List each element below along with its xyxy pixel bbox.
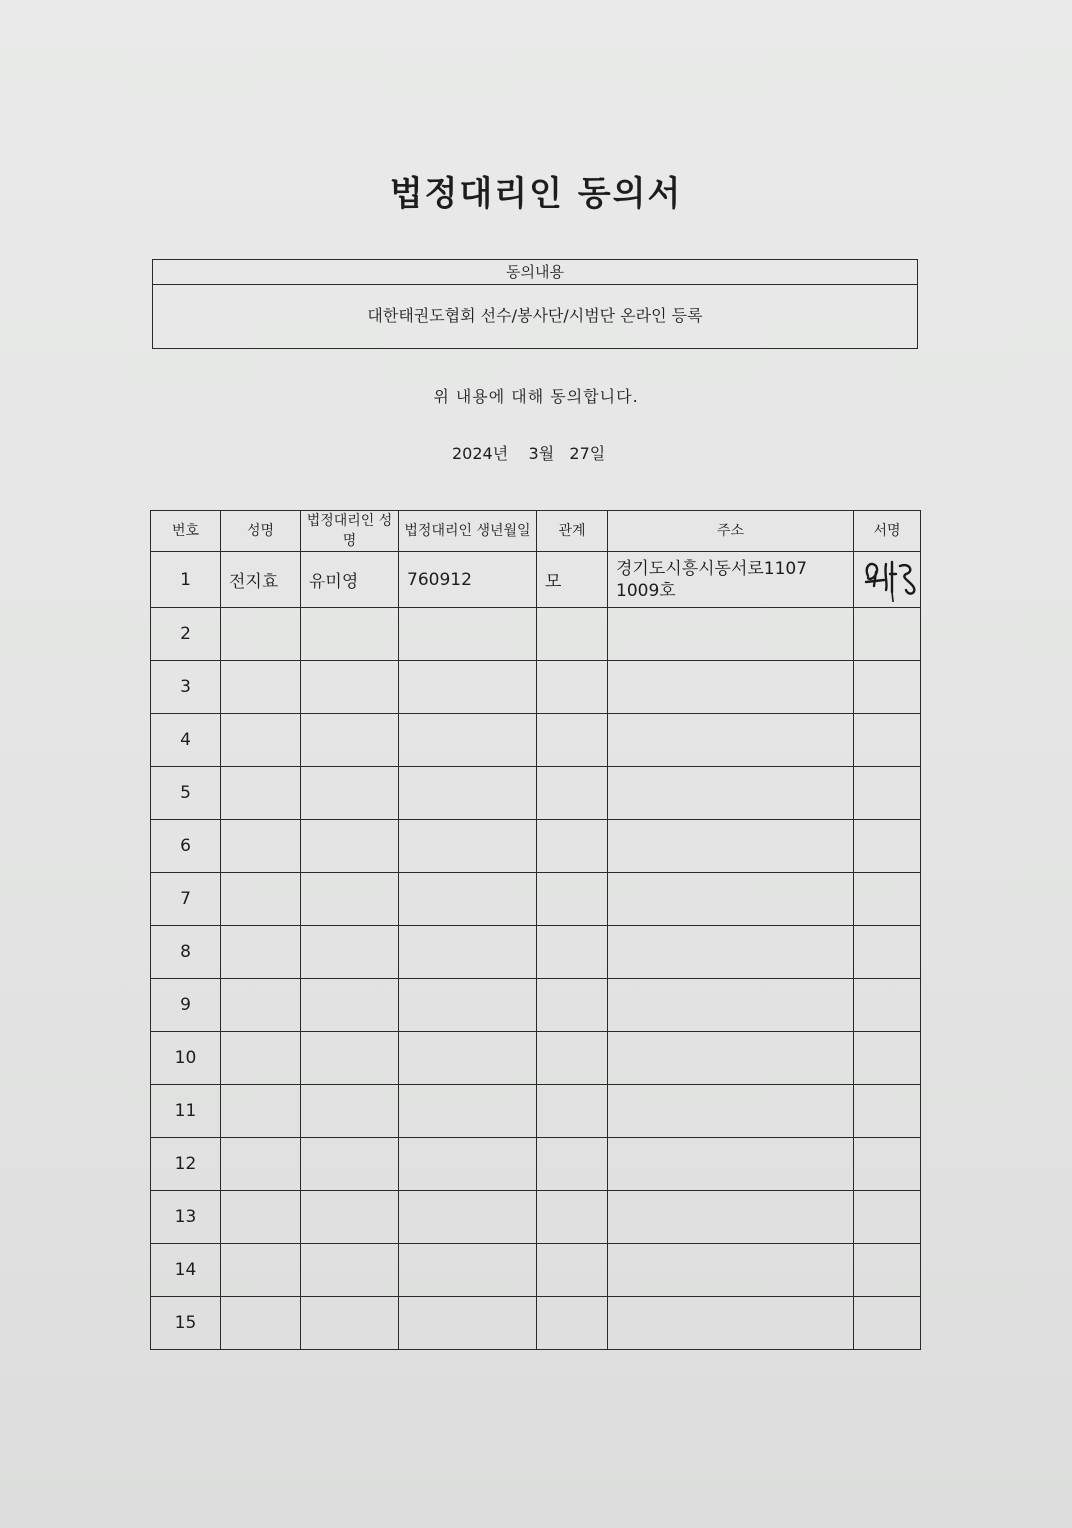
row-name <box>221 1191 301 1244</box>
row-number: 1 <box>151 552 221 608</box>
row-relation <box>537 1085 608 1138</box>
row-guardian-birth <box>399 714 537 767</box>
table-row <box>151 714 921 767</box>
row-address: 경기도시흥시동서로1107 1009호 <box>608 552 854 608</box>
row-name <box>221 1244 301 1297</box>
row-signature <box>854 1138 921 1191</box>
row-guardian-name <box>301 926 399 979</box>
row-address <box>608 661 854 714</box>
row-signature <box>854 714 921 767</box>
table-row <box>151 979 921 1032</box>
row-number: 4 <box>151 714 221 767</box>
row-guardian-birth <box>399 820 537 873</box>
row-guardian-name <box>301 1085 399 1138</box>
row-guardian-name <box>301 873 399 926</box>
row-number: 6 <box>151 820 221 873</box>
header-address: 주소 <box>608 511 854 552</box>
row-address <box>608 873 854 926</box>
row-address <box>608 820 854 873</box>
row-address <box>608 926 854 979</box>
row-signature <box>854 1085 921 1138</box>
row-signature <box>854 873 921 926</box>
consent-header: 동의내용 <box>153 260 917 285</box>
row-relation <box>537 714 608 767</box>
row-guardian-birth <box>399 1191 537 1244</box>
table-row <box>151 608 921 661</box>
row-guardian-birth: 760912 <box>399 552 537 608</box>
row-guardian-birth <box>399 1085 537 1138</box>
row-name <box>221 1297 301 1350</box>
row-name <box>221 979 301 1032</box>
table-row <box>151 1138 921 1191</box>
row-signature <box>854 1244 921 1297</box>
header-relation: 관계 <box>537 511 608 552</box>
row-address <box>608 1244 854 1297</box>
row-guardian-birth <box>399 1297 537 1350</box>
row-address <box>608 1297 854 1350</box>
row-relation <box>537 1244 608 1297</box>
date-line: 2024년 3월 27일 <box>452 444 606 463</box>
row-guardian-name <box>301 1191 399 1244</box>
row-address <box>608 1085 854 1138</box>
row-address <box>608 1191 854 1244</box>
row-number: 9 <box>151 979 221 1032</box>
row-address <box>608 608 854 661</box>
row-address <box>608 767 854 820</box>
row-name <box>221 820 301 873</box>
row-relation <box>537 608 608 661</box>
row-guardian-name <box>301 608 399 661</box>
row-name <box>221 608 301 661</box>
row-relation <box>537 1297 608 1350</box>
row-name <box>221 1138 301 1191</box>
row-guardian-name <box>301 767 399 820</box>
row-address <box>608 1032 854 1085</box>
row-guardian-birth <box>399 1138 537 1191</box>
row-relation <box>537 767 608 820</box>
row-guardian-name <box>301 1297 399 1350</box>
row-guardian-birth <box>399 979 537 1032</box>
row-relation <box>537 873 608 926</box>
row-name <box>221 1085 301 1138</box>
table-row <box>151 1191 921 1244</box>
row-guardian-birth <box>399 767 537 820</box>
row-signature <box>854 926 921 979</box>
table-row <box>151 767 921 820</box>
header-guardian-birth: 법정대리인 생년월일 <box>399 511 537 552</box>
table-row <box>151 873 921 926</box>
row-name: 전지효 <box>221 552 301 608</box>
row-guardian-birth <box>399 608 537 661</box>
row-signature <box>854 1191 921 1244</box>
table-row <box>151 926 921 979</box>
table-row <box>151 820 921 873</box>
table-row <box>151 661 921 714</box>
row-name <box>221 767 301 820</box>
table-row <box>151 1244 921 1297</box>
row-number: 8 <box>151 926 221 979</box>
row-guardian-name <box>301 1244 399 1297</box>
row-guardian-name: 유미영 <box>301 552 399 608</box>
row-number: 5 <box>151 767 221 820</box>
row-relation <box>537 979 608 1032</box>
row-signature <box>854 1297 921 1350</box>
header-number: 번호 <box>151 511 221 552</box>
row-signature <box>854 608 921 661</box>
row-signature <box>854 1032 921 1085</box>
row-signature <box>854 979 921 1032</box>
row-guardian-birth <box>399 926 537 979</box>
row-relation <box>537 661 608 714</box>
row-guardian-name <box>301 979 399 1032</box>
row-guardian-birth <box>399 1244 537 1297</box>
agreement-statement: 위 내용에 대해 동의합니다. <box>433 387 639 406</box>
row-signature <box>854 552 921 608</box>
row-guardian-birth <box>399 1032 537 1085</box>
row-guardian-name <box>301 714 399 767</box>
row-guardian-name <box>301 661 399 714</box>
row-guardian-birth <box>399 873 537 926</box>
row-relation <box>537 820 608 873</box>
row-guardian-name <box>301 1032 399 1085</box>
table-row <box>151 1297 921 1350</box>
row-address <box>608 979 854 1032</box>
row-name <box>221 661 301 714</box>
row-number: 12 <box>151 1138 221 1191</box>
row-name <box>221 873 301 926</box>
row-relation <box>537 1191 608 1244</box>
header-signature: 서명 <box>854 511 921 552</box>
row-number: 13 <box>151 1191 221 1244</box>
consent-box <box>152 259 918 349</box>
row-relation <box>537 926 608 979</box>
row-signature <box>854 820 921 873</box>
table-row <box>151 1032 921 1085</box>
consent-content: 대한태권도협회 선수/봉사단/시범단 온라인 등록 <box>367 306 703 325</box>
row-guardian-birth <box>399 661 537 714</box>
row-name <box>221 714 301 767</box>
row-number: 2 <box>151 608 221 661</box>
row-relation <box>537 1032 608 1085</box>
row-number: 15 <box>151 1297 221 1350</box>
row-relation: 모 <box>537 552 608 608</box>
row-name <box>221 926 301 979</box>
row-number: 7 <box>151 873 221 926</box>
row-number: 3 <box>151 661 221 714</box>
row-guardian-name <box>301 1138 399 1191</box>
header-guardian-name: 법정대리인 성명 <box>301 511 399 552</box>
table-header-row <box>151 511 921 552</box>
guardian-table <box>150 510 921 1350</box>
row-signature <box>854 767 921 820</box>
row-number: 10 <box>151 1032 221 1085</box>
handwritten-signature <box>862 552 921 602</box>
row-number: 11 <box>151 1085 221 1138</box>
document-title: 법정대리인 동의서 <box>389 174 683 214</box>
row-relation <box>537 1138 608 1191</box>
row-signature <box>854 661 921 714</box>
row-name <box>221 1032 301 1085</box>
header-name: 성명 <box>221 511 301 552</box>
row-number: 14 <box>151 1244 221 1297</box>
row-address <box>608 714 854 767</box>
row-guardian-name <box>301 820 399 873</box>
row-address <box>608 1138 854 1191</box>
table-row <box>151 1085 921 1138</box>
table-row <box>151 552 921 608</box>
